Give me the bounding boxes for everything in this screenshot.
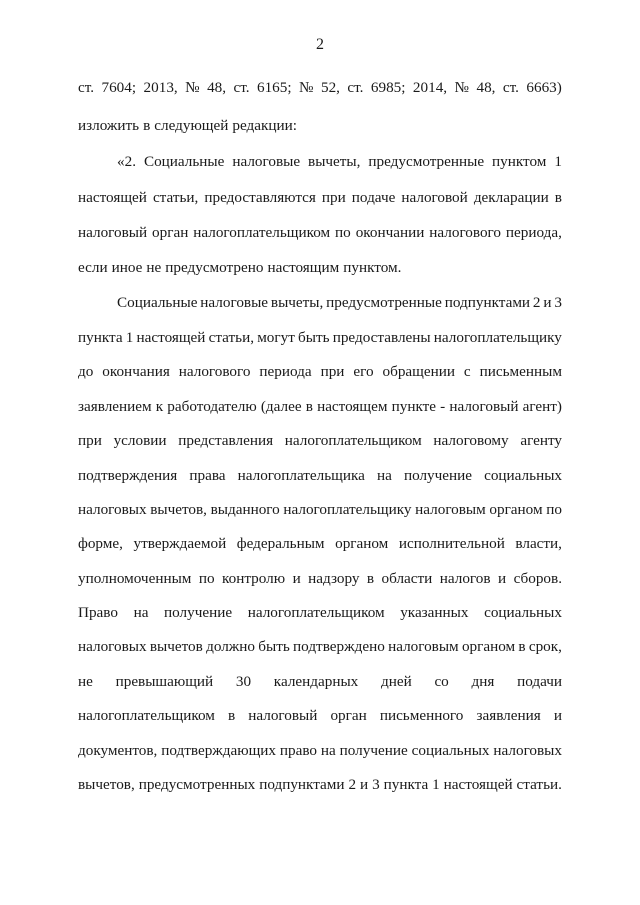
word: налогов <box>439 570 491 587</box>
word: выданного <box>210 501 280 518</box>
word: работодателю <box>167 398 257 415</box>
word: периода <box>259 363 312 380</box>
text-line <box>78 569 562 589</box>
word: налоговый <box>449 398 519 415</box>
word: по <box>546 501 562 518</box>
word: пункте <box>391 398 436 415</box>
word: налоговому <box>433 432 509 449</box>
word: предусмотрено <box>165 259 264 276</box>
word: изложить <box>78 117 140 134</box>
word: по <box>335 224 351 241</box>
word: и <box>553 707 562 724</box>
text-line <box>78 78 562 98</box>
word: 6985; <box>370 79 406 96</box>
word: окончании <box>355 224 425 241</box>
word: орган <box>330 707 367 724</box>
word: налоговых <box>78 501 147 518</box>
text-line <box>78 397 562 417</box>
word: ст. <box>78 79 95 96</box>
word: пункта <box>78 329 123 346</box>
word: агент) <box>522 398 562 415</box>
word: (далее <box>260 398 302 415</box>
word: № <box>299 79 314 96</box>
text-line <box>78 706 562 726</box>
word: 1 <box>432 776 440 793</box>
word: социальных <box>484 467 562 484</box>
word: и <box>360 776 369 793</box>
word: подтверждено <box>293 638 385 655</box>
word: налогоплательщиком <box>247 604 385 621</box>
word: налоговых <box>78 638 147 655</box>
word: 2 <box>348 776 357 793</box>
word: налогоплательщиком <box>78 707 215 724</box>
text-line <box>78 362 562 382</box>
word: ст. <box>233 79 250 96</box>
word: вычетов, <box>78 776 135 793</box>
word: органом <box>335 535 389 552</box>
word: если <box>78 259 108 276</box>
word: в <box>143 117 151 134</box>
word: срок, <box>528 638 562 655</box>
word: дней <box>380 673 412 690</box>
text-line <box>78 328 562 348</box>
word: 6663) <box>526 79 562 96</box>
word: подтверждающих <box>161 742 277 759</box>
word: 7604; <box>101 79 137 96</box>
word: быть <box>258 638 290 655</box>
word: периода, <box>505 224 562 241</box>
word: 52, <box>320 79 340 96</box>
word: пунктом. <box>343 259 402 276</box>
word: до <box>78 363 94 380</box>
word: предусмотренных <box>138 776 256 793</box>
word: календарных <box>273 673 359 690</box>
text-line <box>78 258 562 278</box>
word: форме, <box>78 535 123 552</box>
word: утверждаемой <box>133 535 227 552</box>
word: настоящей <box>78 189 147 206</box>
word: письменным <box>479 363 562 380</box>
text-line <box>78 431 562 451</box>
word: 48, <box>476 79 496 96</box>
word: на <box>376 467 392 484</box>
word: не <box>78 673 93 690</box>
word: заявлением <box>78 398 152 415</box>
word: 1 <box>125 329 134 346</box>
word: подпунктами <box>259 776 345 793</box>
text-line <box>78 534 562 554</box>
word: налогоплательщиком <box>193 224 331 241</box>
text-line <box>78 672 562 692</box>
word: 48, <box>207 79 227 96</box>
word: сборов. <box>513 570 562 587</box>
word: быть <box>298 329 330 346</box>
word: налогоплательщиком <box>284 432 422 449</box>
text-line <box>117 293 562 313</box>
word: «2. <box>117 153 136 170</box>
word: предусмотренные <box>368 153 485 170</box>
word: на <box>320 742 336 759</box>
word: при <box>320 363 345 380</box>
word: органом <box>489 501 543 518</box>
word: 2 <box>532 294 541 311</box>
word: указанных <box>400 604 469 621</box>
word: 30 <box>235 673 252 690</box>
word: со <box>434 673 449 690</box>
word: 6165; <box>256 79 292 96</box>
word: превышающий <box>115 673 214 690</box>
word: получение <box>339 742 408 759</box>
word: к <box>155 398 164 415</box>
word: право <box>279 742 318 759</box>
word: социальных <box>484 604 562 621</box>
word: редакции: <box>232 117 297 134</box>
word: 3 <box>554 294 562 311</box>
word: № <box>185 79 200 96</box>
word: налогового <box>178 363 251 380</box>
word: в <box>366 570 375 587</box>
word: представления <box>178 432 274 449</box>
word: орган <box>152 224 189 241</box>
word: налоговый <box>78 224 148 241</box>
word: в <box>554 189 562 206</box>
word: ст. <box>347 79 364 96</box>
word: по <box>198 570 215 587</box>
word: области <box>381 570 433 587</box>
word: с <box>463 363 471 380</box>
word: вычеты, <box>270 294 324 311</box>
word: контролю <box>222 570 286 587</box>
word: обращении <box>382 363 455 380</box>
word: статьи. <box>516 776 562 793</box>
text-line <box>78 775 562 795</box>
text-line <box>78 637 562 657</box>
word: 3 <box>372 776 380 793</box>
word: заявления <box>476 707 541 724</box>
word: права <box>189 467 226 484</box>
page-number: 2 <box>316 36 324 53</box>
word: налоговой <box>401 189 468 206</box>
word: следующей <box>154 117 229 134</box>
word: налогоплательщику <box>283 501 412 518</box>
word: настоящим <box>267 259 340 276</box>
word: уполномоченным <box>78 570 192 587</box>
word: пунктом <box>492 153 547 170</box>
word: документов, <box>78 742 158 759</box>
word: налогоплательщику <box>433 329 562 346</box>
word: органом <box>461 638 516 655</box>
word: окончания <box>102 363 170 380</box>
word: 2014, <box>412 79 448 96</box>
word: налоговым <box>415 501 486 518</box>
word: могут <box>257 329 295 346</box>
word: письменного <box>379 707 464 724</box>
word: в <box>227 707 236 724</box>
word: предусмотренные <box>326 294 442 311</box>
word: ст. <box>502 79 519 96</box>
word: его <box>353 363 374 380</box>
word: 2013, <box>143 79 178 96</box>
word: налоговые <box>200 294 269 311</box>
word: социальных <box>411 742 490 759</box>
word: налоговым <box>388 638 459 655</box>
word: статьи, <box>152 189 199 206</box>
word: при <box>321 189 346 206</box>
word: подпунктами <box>444 294 531 311</box>
word: в <box>305 398 313 415</box>
text-line <box>78 466 562 486</box>
word: - <box>440 398 446 415</box>
word: вычетов <box>149 638 203 655</box>
word: налогоплательщика <box>237 467 365 484</box>
text-line <box>78 741 562 761</box>
word: № <box>454 79 470 96</box>
word: настоящей <box>136 329 206 346</box>
word: иное <box>111 259 143 276</box>
text-line <box>78 223 562 243</box>
word: предоставляются <box>204 189 316 206</box>
word: Социальные <box>143 153 225 170</box>
word: должно <box>206 638 256 655</box>
word: в <box>518 638 526 655</box>
word: получение <box>164 604 233 621</box>
text-line <box>78 116 562 136</box>
word: подачи <box>517 673 562 690</box>
word: статьи, <box>208 329 255 346</box>
text-line <box>117 152 562 172</box>
word: налоговый <box>248 707 318 724</box>
word: настоящем <box>317 398 388 415</box>
word: агенту <box>520 432 562 449</box>
word: налоговые <box>232 153 301 170</box>
word: декларации <box>473 189 549 206</box>
word: подтверждения <box>78 467 178 484</box>
word: получение <box>403 467 473 484</box>
word: налогового <box>429 224 502 241</box>
word: предоставлены <box>332 329 431 346</box>
word: на <box>133 604 149 621</box>
word: вычеты, <box>308 153 361 170</box>
word: 1 <box>554 153 562 170</box>
word: надзору <box>308 570 360 587</box>
word: при <box>78 432 102 449</box>
word: настоящей <box>443 776 513 793</box>
word: Социальные <box>117 294 198 311</box>
word: власти, <box>515 535 562 552</box>
word: Право <box>78 604 118 621</box>
text-line <box>78 603 562 623</box>
word: и <box>498 570 507 587</box>
word: не <box>146 259 162 276</box>
word: и <box>543 294 552 311</box>
word: и <box>292 570 301 587</box>
word: подаче <box>351 189 396 206</box>
word: федеральным <box>236 535 325 552</box>
word: исполнительной <box>398 535 505 552</box>
text-line <box>78 500 562 520</box>
word: налоговых <box>493 742 562 759</box>
word: пункта <box>383 776 429 793</box>
word: условии <box>113 432 167 449</box>
text-line <box>78 188 562 208</box>
word: дня <box>471 673 495 690</box>
word: вычетов, <box>150 501 207 518</box>
